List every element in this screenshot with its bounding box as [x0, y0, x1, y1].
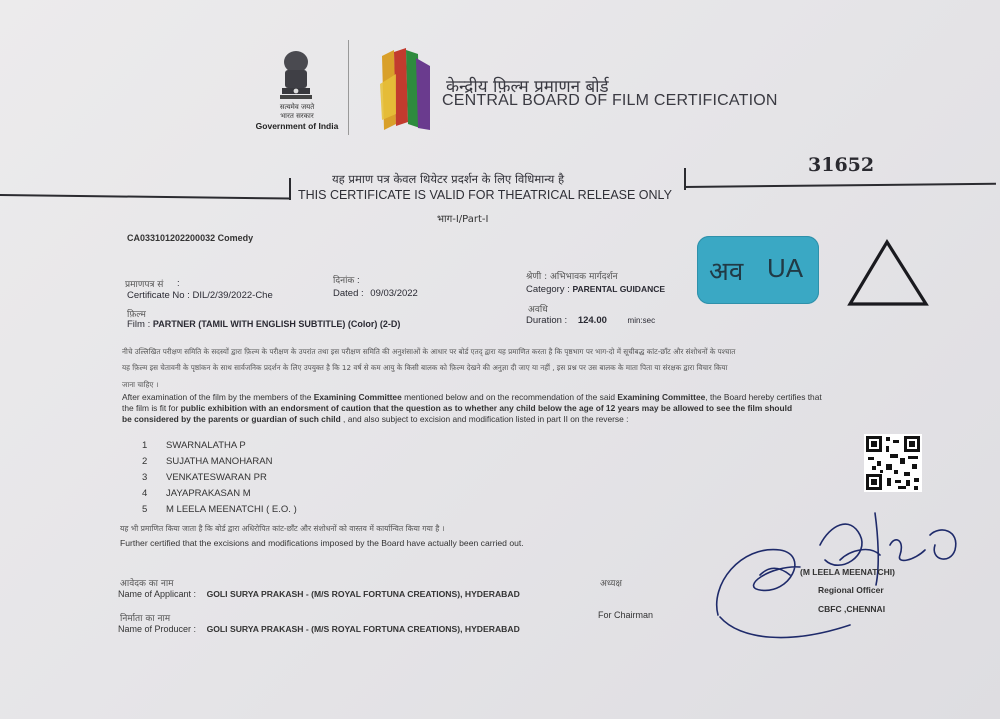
chairman-label-hindi: अध्यक्ष — [600, 579, 622, 589]
committee-member-name: SWARNALATHA P — [166, 440, 246, 451]
caution-triangle — [846, 238, 930, 308]
body-hindi-line-2: यह फ़िल्म इस चेतावनी के पृष्ठांकन के साथ सार्वजनिक प्रदर्शन के लिए उपयुक्त है कि 12 वर्ष से कम आयु के किसी बालक को फ़िल्म देखने की अनुज्ञा दी जाए या नहीं , इस प्रश्न पर उस बालक के माता पिता या संरक्षक द्वारा विचार किया — [122, 363, 728, 372]
further-hindi: यह भी प्रमाणित किया जाता है कि बोर्ड द्वारा अधिरोपित कांट-छाँट और संशोधनों को वास्तव में कार्यान्वित किया गया है । — [120, 524, 445, 533]
body-en-1e: , the Board hereby certifies that — [705, 392, 822, 402]
triangle-icon — [846, 238, 930, 308]
film-value: PARTNER (TAMIL WITH ENGLISH SUBTITLE) (Color) (2-D) — [152, 319, 401, 329]
date-value: 09/03/2022 — [370, 288, 418, 299]
duration-label-hindi: अवधि — [528, 305, 548, 315]
lion-capital-icon — [276, 48, 316, 104]
body-en-2b: public exhibition with an endorsment of caution that the question as to whether any child below the age of 12 years may be allowed to see the film should — [180, 403, 793, 413]
rating-badge-hindi: अव — [709, 257, 744, 287]
reference-code: CA033101202200032 Comedy — [127, 233, 254, 243]
film-field — [127, 319, 400, 330]
category-field — [526, 284, 665, 295]
producer-label-hindi: निर्माता का नाम — [120, 614, 171, 624]
banner-rule-right — [684, 183, 996, 188]
date-label: Dated : — [333, 288, 364, 299]
emblem-motto: सत्यमेव जयते — [279, 103, 315, 111]
category-label-hindi: श्रेणी — [526, 272, 542, 282]
producer-field — [118, 624, 520, 634]
committee-member-name: VENKATESWARAN PR — [166, 472, 267, 483]
country-english: Government of India — [255, 121, 339, 131]
committee-row: 2 SUJATHA MANOHARAN — [142, 456, 273, 467]
cbfc-logo — [376, 44, 436, 134]
board-name-english: CENTRAL BOARD OF FILM CERTIFICATION — [442, 92, 778, 109]
body-hindi-line-3: जाना चाहिए । — [122, 380, 159, 389]
film-label-hindi: फ़िल्म — [127, 310, 146, 320]
body-en-3b: , and also subject to excision and modification listed in part II on the reverse : — [340, 414, 629, 424]
body-en-3a: be considered by the parents or guardian of such child — [122, 414, 341, 424]
header-divider — [348, 40, 349, 135]
committee-row: 3 VENKATESWARAN PR — [142, 472, 267, 483]
rating-badge-english: UA — [767, 253, 804, 283]
body-en-2a: the film is fit for — [122, 403, 181, 413]
certificate-no-value: DIL/2/39/2022-Che — [192, 290, 273, 301]
certificate-no-field — [127, 290, 273, 301]
category-hindi-field: श्रेणी : अभिभावक मार्गदर्शन — [526, 272, 618, 282]
committee-member-name: SUJATHA MANOHARAN — [166, 456, 273, 467]
certificate-no-colon: : — [177, 278, 180, 289]
serial-number: 31652 — [808, 154, 875, 176]
category-label: Category : — [526, 284, 570, 295]
body-english-line-2 — [122, 403, 792, 413]
part-label: भाग-I/Part-I — [437, 214, 489, 225]
committee-row: 5 M LEELA MEENATCHI ( E.O. ) — [142, 504, 297, 515]
country-hindi: भारत सरकार — [280, 112, 314, 120]
validity-english: THIS CERTIFICATE IS VALID FOR THEATRICAL RELEASE ONLY — [298, 188, 672, 202]
further-english: Further certified that the excisions and modifications imposed by the Board have actually been carried out. — [120, 538, 524, 548]
committee-member-name: M LEELA MEENATCHI ( E.O. ) — [166, 504, 297, 515]
applicant-field — [118, 589, 520, 599]
committee-row: 1 SWARNALATHA P — [142, 440, 246, 451]
duration-field — [526, 315, 655, 326]
signature — [700, 505, 980, 655]
category-value: PARENTAL GUIDANCE — [572, 284, 666, 294]
body-en-1b: Examining Committee — [313, 392, 402, 402]
certificate-no-label: Certificate No : — [127, 290, 190, 301]
officer-title: Regional Officer — [818, 585, 884, 595]
body-hindi-line-1: नीचे उल्लिखित परीक्षण समिति के सदस्यों द्वारा फ़िल्म के परीक्षण के उपरांत तथा इस परीक्षण समिति की अनुशंसाओं के आधार पर बोर्ड एतद् द्वारा यह प्रमाणित करता है कि पृष्ठभाग पर भाग-दो में सूचीबद्ध कांट-छाँट और संशोधनों के पश्चात — [122, 347, 736, 356]
film-strip-logo-icon — [376, 44, 436, 134]
film-label: Film : — [127, 319, 151, 330]
body-en-1d: Examining Committee — [617, 392, 706, 402]
applicant-label: Name of Applicant : — [118, 589, 197, 599]
producer-label: Name of Producer : — [118, 624, 197, 634]
date-colon: : — [357, 275, 360, 286]
applicant-value: GOLI SURYA PRAKASH - (M/S ROYAL FORTUNA CREATIONS), HYDERABAD — [206, 589, 520, 599]
qr-code — [864, 434, 922, 492]
committee-list — [142, 440, 402, 520]
body-en-1a: After examination of the film by the members of the — [122, 392, 314, 402]
banner-rule-left — [0, 194, 290, 200]
duration-label: Duration : — [526, 315, 568, 326]
banner-tick-left — [289, 178, 291, 200]
date-field — [333, 288, 418, 299]
producer-value: GOLI SURYA PRAKASH - (M/S ROYAL FORTUNA CREATIONS), HYDERABAD — [206, 624, 520, 634]
national-emblem — [276, 48, 316, 104]
certificate-no-label-hindi: प्रमाणपत्र सं — [125, 280, 164, 290]
body-english-line-3 — [122, 414, 628, 424]
banner-tick-right — [684, 168, 686, 190]
applicant-label-hindi: आवेदक का नाम — [120, 579, 174, 589]
category-value-hindi: अभिभावक मार्गदर्शन — [549, 272, 618, 282]
rating-badge — [697, 236, 819, 304]
body-english-line-1 — [122, 392, 822, 402]
date-label-hindi: दिनांक — [333, 276, 355, 286]
validity-hindi: यह प्रमाण पत्र केवल थियेटर प्रदर्शन के लिए विधिमान्य है — [332, 172, 565, 186]
duration-value: 124.00 — [577, 315, 607, 326]
board-name-hindi: केन्द्रीय फ़िल्म प्रमाणन बोर्ड — [446, 77, 609, 97]
officer-name: (M LEELA MEENATCHI) — [800, 567, 895, 577]
committee-member-name: JAYAPRAKASAN M — [166, 488, 251, 499]
officer-office: CBFC ,CHENNAI — [818, 604, 886, 614]
duration-unit: min:sec — [627, 316, 656, 325]
committee-row: 4 JAYAPRAKASAN M — [142, 488, 251, 499]
body-en-1c: mentioned below and on the recommendation of the said — [401, 392, 618, 402]
chairman-label: For Chairman — [598, 610, 654, 620]
